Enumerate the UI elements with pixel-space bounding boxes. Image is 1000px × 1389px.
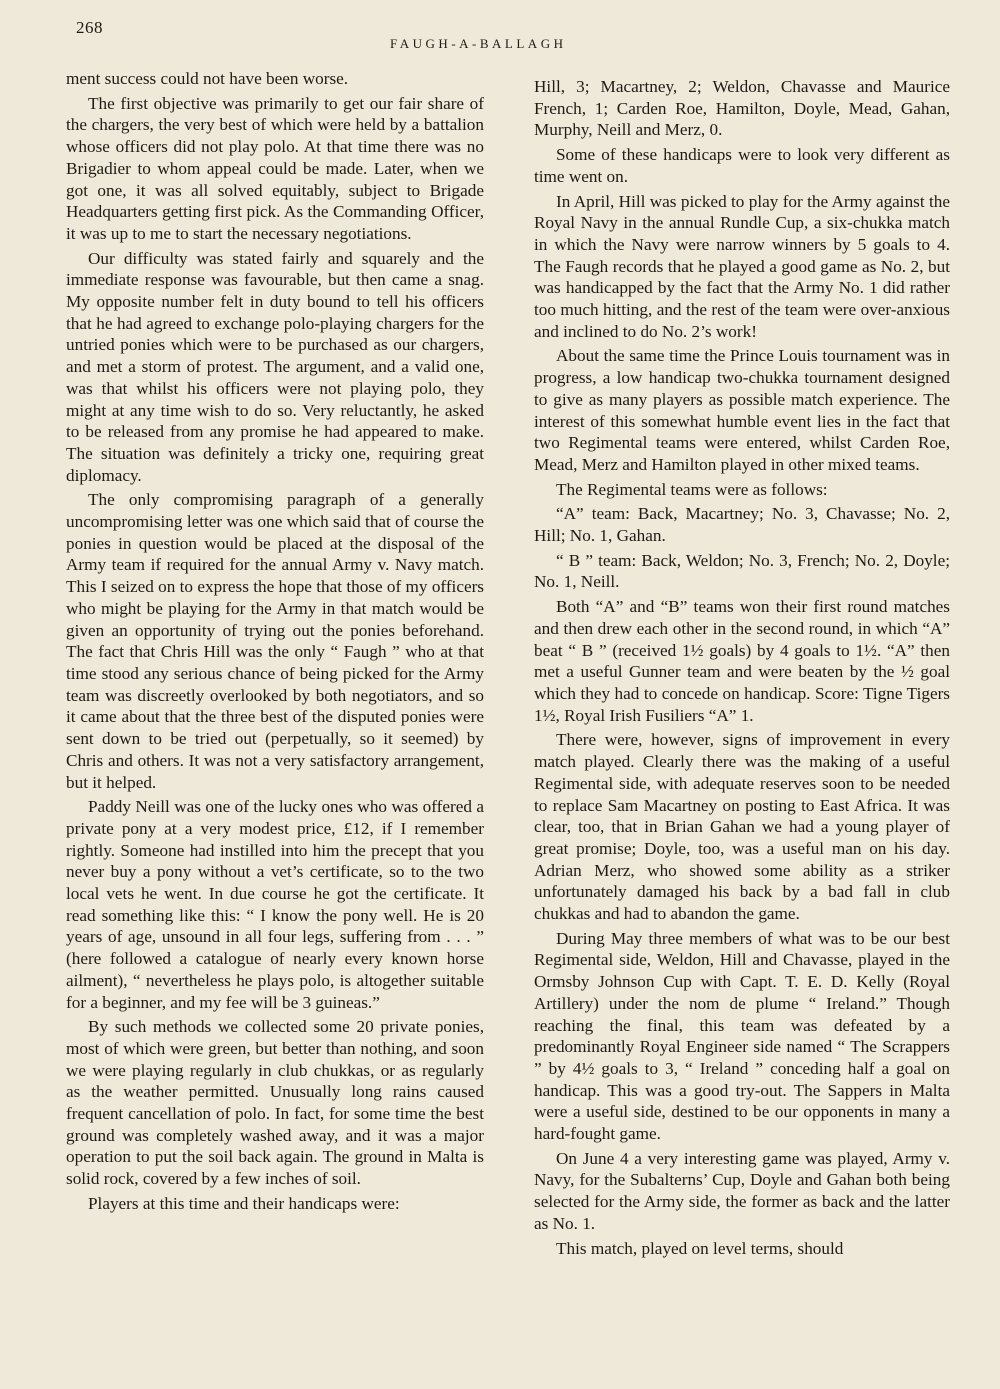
paragraph: Paddy Neill was one of the lucky ones who was offered a private pony at a very modest price, £12, if I remember rightly. Someone had instilled into him the precept that you never buy a pony without a vet’s certificate, so to the two local vets he went. In due course he got the certificate. It read something like this: “ I know the pony well. He is 20 years of age, unsound in all four legs, suffering from . . . ” (here followed a catalogue of nearly every known horse ailment), “ nevertheless he plays polo, is altogether suitable for a beginner, and my fee will be 3 guineas.” — [66, 797, 484, 1012]
paragraph: During May three members of what was to be our best Regimental side, Weldon, Hill and Chavasse, played in the Ormsby Johnson Cup with Capt. T. E. D. Kelly (Royal Artillery) under the nom de plume “ Ireland.” Though reaching the final, this team was defeated by a predominantly Royal Engineer side named “ The Scrappers ” by 4½ goals to 3, “ Ireland ” conceding half a goal on handicap. This was a good try-out. The Sappers in Malta were a useful side, destined to be our opponents in many a hard-fought game. — [534, 928, 950, 1144]
paragraph: Both “A” and “B” teams won their first round matches and then drew each other in the second round, in which “A” beat “ B ” (received 1½ goals) by 4 goals to 1½. “A” then met a useful Gunner team and were beaten by the ½ goal which they had to concede on handicap. Score: Tigne Tigers 1½, Royal Irish Fusiliers “A” 1. — [534, 597, 950, 725]
paragraph: By such methods we collected some 20 private ponies, most of which were green, but better than nothing, and soon we were playing regularly in club chukkas, or as regularly as the weather permitted. Unusually long rains caused frequent cancellation of polo. In fact, for some time the best ground was completely washed away, and it was a major operation to put the soil back again. The ground in Malta is solid rock, covered by a few inches of soil. — [66, 1017, 484, 1189]
paragraph: There were, however, signs of improvement in every match played. Clearly there was the making of a useful Regimental side, with adequate reserves soon to be needed to replace Sam Macartney on posting to East Africa. It was clear, too, that in Brian Gahan we had a young player of great promise; Doyle, too, was a useful man on his day. Adrian Merz, who showed some ability as a striker unfortunately damaged his back by a bad fall in club chukkas and had to abandon the game. — [534, 730, 950, 924]
page-number: 268 — [76, 18, 103, 37]
paragraph: ment success could not have been worse. — [66, 69, 349, 88]
right-column — [534, 76, 950, 1262]
paragraph: Some of these handicaps were to look very different as time went on. — [534, 145, 950, 186]
paragraph: About the same time the Prince Louis tournament was in progress, a low handicap two-chukka tournament designed to give as many players as possible match experience. The interest of this somewhat humble event lies in the fact that two Regimental teams were entered, whilst Carden Roe, Mead, Merz and Hamilton played in other mixed teams. — [534, 346, 950, 474]
paragraph: “ B ” team: Back, Weldon; No. 3, French; No. 2, Doyle; No. 1, Neill. — [534, 550, 950, 592]
left-column — [66, 68, 484, 1218]
running-head: FAUGH-A-BALLAGH — [390, 36, 567, 51]
paragraph: In April, Hill was picked to play for the Army against the Royal Navy in the annual Rundle Cup, a six-chukka match in which the Navy were narrow winners by 5 goals to 4. The Faugh records that he played a good game as No. 2, but was handicapped by the fact that the Army No. 1 did rather too much hitting, and the rest of the team were over-anxious and inclined to do No. 2’s work! — [534, 191, 950, 341]
paragraph: Hill, 3; Macartney, 2; Weldon, Chavasse and Maurice French, 1; Carden Roe, Hamilton, Doyle, Mead, Gahan, Murphy, Neill and Merz, 0. — [534, 77, 950, 140]
paragraph: Players at this time and their handicaps were: — [88, 1193, 400, 1213]
paragraph: On June 4 a very interesting game was played, Army v. Navy, for the Subalterns’ Cup, Doyle and Gahan both being selected for the Army side, the former as back and the latter as No. 1. — [534, 1148, 950, 1233]
paragraph: The Regimental teams were as follows: — [556, 479, 828, 499]
paragraph: The only compromising paragraph of a generally uncompromising letter was one which said that of course the ponies in question would be placed at the disposal of the Army team if required for the annual Army v. Navy match. This I seized on to express the hope that those of my officers who might be playing for the Army in that match would be given an opportunity of trying out the ponies beforehand. The fact that Chris Hill was the only “ Faugh ” who at that time stood any serious chance of being picked for the Army team was discreetly overlooked by both negotiators, and so it came about that the three best of the disputed ponies were sent down to be tried out (perpetually, so it seemed) by Chris and others. It was not a very satisfactory arrangement, but it helped. — [66, 490, 484, 792]
paragraph: Our difficulty was stated fairly and squarely and the immediate response was favourable, but then came a snag. My opposite number felt in duty bound to tell his officers that he had agreed to exchange polo-playing chargers for the untried ponies which were to be purchased as our chargers, and met a storm of protest. The argument, and a valid one, was that whilst his officers were not playing polo, they might at any time wish to do so. Very reluctantly, he asked to be released from any promise he had appeared to make. The situation was definitely a tricky one, requiring great diplomacy. — [66, 248, 484, 485]
paragraph: “A” team: Back, Macartney; No. 3, Chavasse; No. 2, Hill; No. 1, Gahan. — [534, 504, 950, 546]
paragraph: The first objective was primarily to get our fair share of the chargers, the very best of which were held by a battalion whose officers did not play polo. At that time there was no Brigadier to whom appeal could be made. Later, when we got one, it was all solved equitably, subject to Brigade Headquarters getting first pick. As the Commanding Officer, it was up to me to start the necessary negotiations. — [66, 93, 484, 243]
paragraph: This match, played on level terms, should — [556, 1238, 844, 1258]
